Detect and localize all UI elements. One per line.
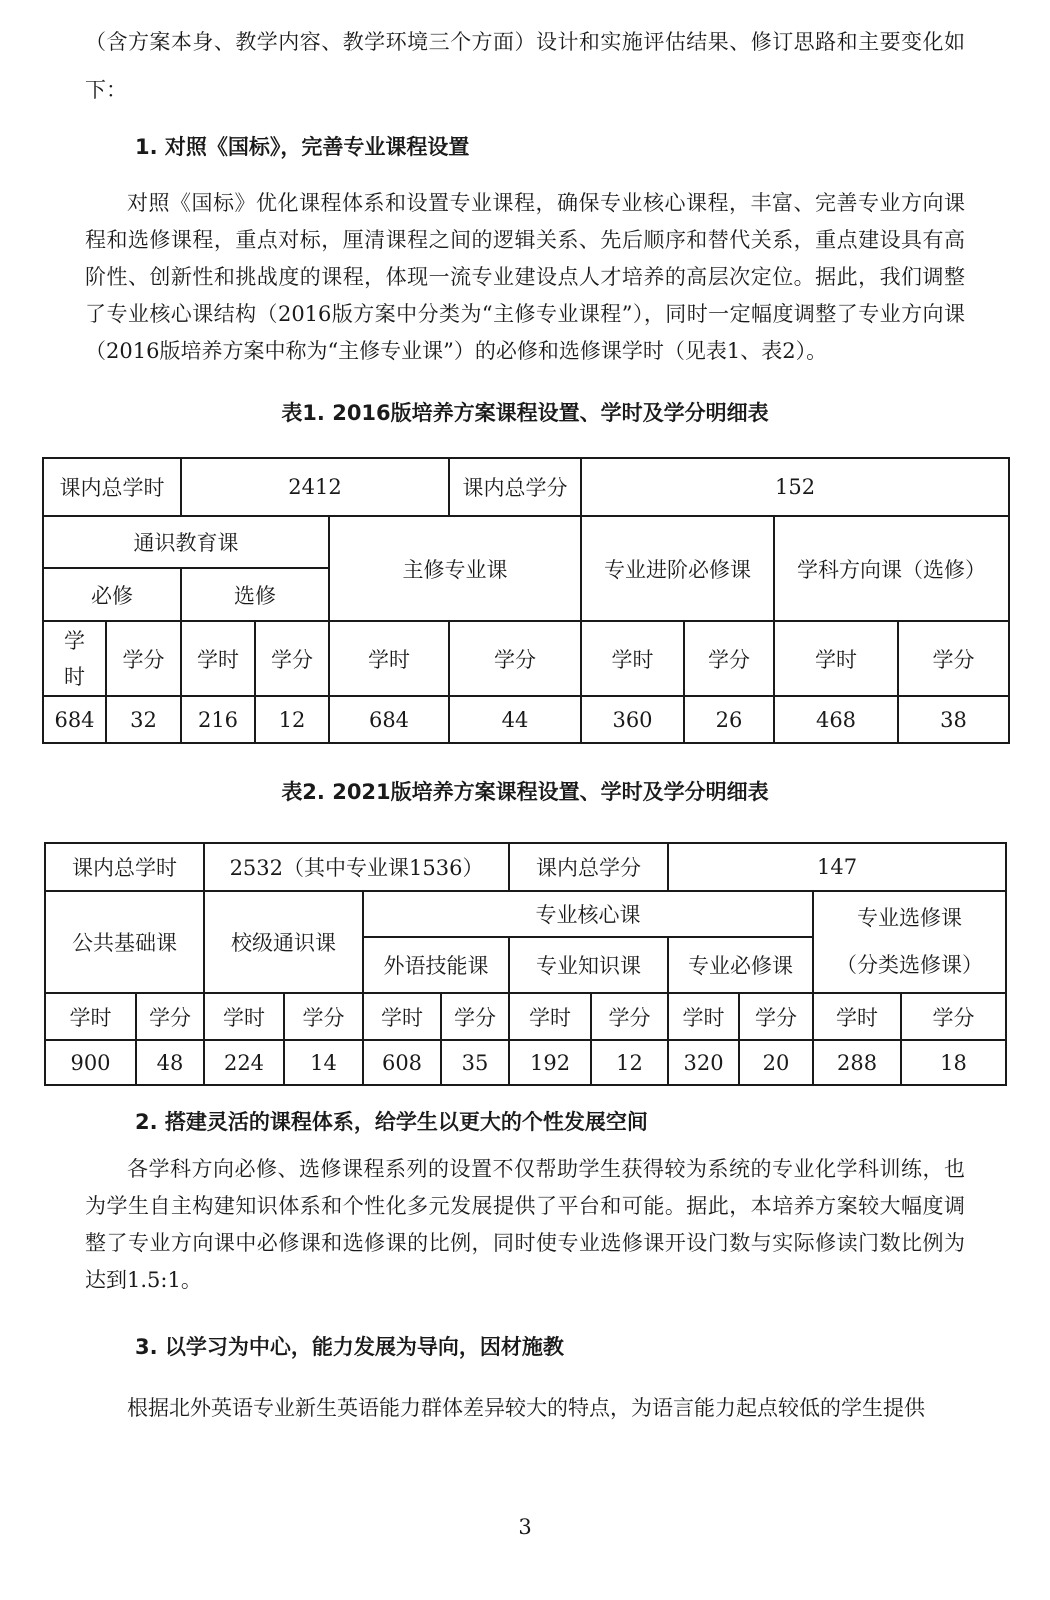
- t1-value: 216: [181, 696, 255, 743]
- t2-hours-header: 学时: [45, 993, 136, 1040]
- t1-total-credits-label: 课内总学分: [449, 458, 581, 516]
- t1-credits-header: 学分: [684, 621, 774, 696]
- t2-group-university-header: 校级通识课: [204, 891, 363, 993]
- t2-total-credits-value: 147: [668, 843, 1006, 891]
- t1-hours-header: 学时: [581, 621, 684, 696]
- t2-total-credits-label: 课内总学分: [509, 843, 668, 891]
- t2-group-elective-line1: 专业选修课: [857, 906, 963, 930]
- t2-value: 224: [204, 1040, 284, 1085]
- t2-group-core-header: 专业核心课: [363, 891, 813, 937]
- t2-value: 320: [668, 1040, 739, 1085]
- t1-group-general-header: 通识教育课: [43, 516, 329, 568]
- t2-sub-knowledge-header: 专业知识课: [509, 937, 668, 993]
- t2-value: 18: [901, 1040, 1006, 1085]
- t1-value: 32: [106, 696, 181, 743]
- table-row: [43, 516, 1009, 568]
- section3-paragraph: 根据北外英语专业新生英语能力群体差异较大的特点，为语言能力起点较低的学生提供: [127, 1396, 925, 1420]
- t1-value: 38: [898, 696, 1009, 743]
- table-row: [43, 621, 1009, 696]
- t2-credits-header: 学分: [284, 993, 363, 1040]
- section1-heading: 1. 对照《国标》，完善专业课程设置: [135, 135, 470, 159]
- t2-credits-header: 学分: [591, 993, 668, 1040]
- section1-paragraph: 对照《国标》优化课程体系和设置专业课程，确保专业核心课程，丰富、完善专业方向课程和选修课程，重点对标，厘清课程之间的逻辑关系、先后顺序和替代关系，重点建设具有高阶性、创新性和挑战度的课程，体现一流专业建设点人才培养的高层次定位。据此，我们调整了专业核心课结构（2016版方案中分类为“主修专业课程”），同时一定幅度调整了专业方向课（2016版培养方案中称为“主修专业课”）的必修和选修课学时（见表1、表2）。: [85, 191, 965, 363]
- t1-total-hours-value: 2412: [181, 458, 449, 516]
- t2-value: 48: [136, 1040, 204, 1085]
- t2-value: 14: [284, 1040, 363, 1085]
- section2-paragraph: 各学科方向必修、选修课程系列的设置不仅帮助学生获得较为系统的专业化学科训练，也为学生自主构建知识体系和个性化多元发展提供了平台和可能。据此，本培养方案较大幅度调整了专业方向课中必修课和选修课的比例，同时使专业选修课开设门数与实际修读门数比例为达到1.5:1。: [85, 1157, 965, 1292]
- table-row: [43, 696, 1009, 743]
- t1-credits-header: 学分: [449, 621, 581, 696]
- table1-title: 表1. 2016版培养方案课程设置、学时及学分明细表: [281, 401, 769, 425]
- t1-value: 12: [255, 696, 329, 743]
- table-row: [45, 993, 1006, 1040]
- t1-hours-header: 学时: [329, 621, 449, 696]
- t1-value: 684: [43, 696, 106, 743]
- t1-hours-header: 学时: [181, 621, 255, 696]
- t2-total-hours-label: 课内总学时: [45, 843, 204, 891]
- t2-credits-header: 学分: [901, 993, 1006, 1040]
- page-number: 3: [518, 1515, 532, 1539]
- t2-sub-required-header: 专业必修课: [668, 937, 813, 993]
- t2-credits-header: 学分: [441, 993, 509, 1040]
- t2-hours-header: 学时: [509, 993, 591, 1040]
- t1-value: 468: [774, 696, 898, 743]
- t1-hours-header-text: 学时: [64, 628, 85, 689]
- t2-group-public-header: 公共基础课: [45, 891, 204, 993]
- table2-title: 表2. 2021版培养方案课程设置、学时及学分明细表: [281, 780, 769, 804]
- t1-hours-header: [43, 621, 106, 696]
- table-row: [45, 843, 1006, 891]
- t2-credits-header: 学分: [136, 993, 204, 1040]
- t2-group-elective-line2: （分类选修课）: [836, 953, 984, 977]
- t1-sub-required-header: 必修: [43, 568, 181, 621]
- t2-value: 288: [813, 1040, 901, 1085]
- intro-paragraph: （含方案本身、教学内容、教学环境三个方面）设计和实施评估结果、修订思路和主要变化如下：: [85, 30, 965, 102]
- t2-hours-header: 学时: [204, 993, 284, 1040]
- t2-value: 35: [441, 1040, 509, 1085]
- t2-value: 608: [363, 1040, 441, 1085]
- t1-group-major-header: 主修专业课: [329, 516, 581, 621]
- t2-hours-header: 学时: [813, 993, 901, 1040]
- t2-sub-language-header: 外语技能课: [363, 937, 509, 993]
- section2-heading: 2. 搭建灵活的课程体系，给学生以更大的个性发展空间: [135, 1110, 648, 1134]
- table1: [42, 457, 1010, 744]
- t1-group-advanced-header: 专业进阶必修课: [581, 516, 774, 621]
- t1-group-direction-header: 学科方向课（选修）: [774, 516, 1009, 621]
- t2-value: 12: [591, 1040, 668, 1085]
- table-row: [45, 891, 1006, 937]
- t1-sub-elective-header: 选修: [181, 568, 329, 621]
- t1-value: 684: [329, 696, 449, 743]
- t2-value: 900: [45, 1040, 136, 1085]
- table-row: [43, 458, 1009, 516]
- table2: [44, 842, 1007, 1086]
- t1-total-credits-value: 152: [581, 458, 1009, 516]
- t1-hours-header: 学时: [774, 621, 898, 696]
- t1-total-hours-label: 课内总学时: [43, 458, 181, 516]
- t2-value: 20: [739, 1040, 813, 1085]
- t2-hours-header: 学时: [668, 993, 739, 1040]
- table-row: [45, 1040, 1006, 1085]
- t2-group-elective-header: [813, 891, 1006, 993]
- t1-value: 360: [581, 696, 684, 743]
- t1-credits-header: 学分: [898, 621, 1009, 696]
- t1-value: 26: [684, 696, 774, 743]
- t2-value: 192: [509, 1040, 591, 1085]
- t2-credits-header: 学分: [739, 993, 813, 1040]
- t2-total-hours-value: 2532（其中专业课1536）: [204, 843, 509, 891]
- t2-hours-header: 学时: [363, 993, 441, 1040]
- section3-heading: 3. 以学习为中心，能力发展为导向，因材施教: [135, 1335, 564, 1359]
- t1-value: 44: [449, 696, 581, 743]
- t1-credits-header: 学分: [255, 621, 329, 696]
- t1-credits-header: 学分: [106, 621, 181, 696]
